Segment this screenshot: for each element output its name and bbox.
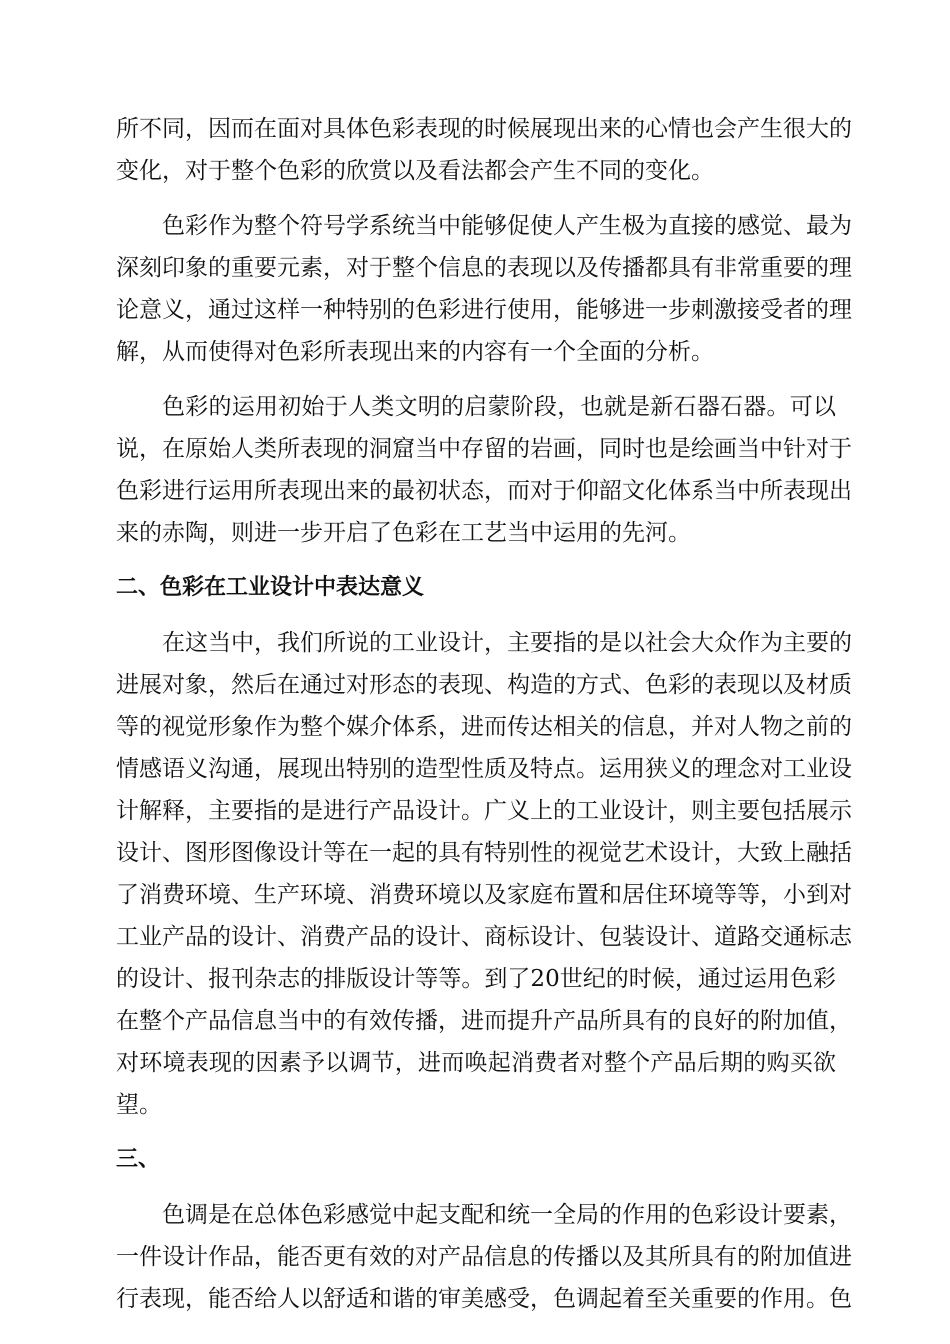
section-heading: 二、色彩在工业设计中表达意义 — [116, 575, 425, 600]
text-line: 的设计、报刊杂志的排版设计等等。到了20世纪的时候，通过运用色彩 — [116, 966, 836, 992]
text-line: 论意义，通过这样一种特别的色彩进行使用，能够进一步刺激接受者的理 — [116, 297, 852, 323]
text-line: 色彩的运用初始于人类文明的启蒙阶段，也就是新石器石器。可以 — [162, 394, 836, 420]
document-body — [116, 108, 852, 1320]
text-line: 色彩进行运用所表现出来的最初状态，而对于仰韶文化体系当中所表现出 — [116, 478, 852, 504]
text-line: 一件设计作品，能否更有效的对产品信息的传播以及其所具有的附加值进 — [116, 1244, 852, 1270]
text-line: 在整个产品信息当中的有效传播，进而提升产品所具有的良好的附加值， — [116, 1008, 852, 1034]
section-heading: 三、 — [116, 1147, 161, 1172]
text-line: 设计、图形图像设计等在一起的具有特别性的视觉艺术设计，大致上融括 — [116, 840, 852, 866]
text-line: 等的视觉形象作为整个媒介体系，进而传达相关的信息，并对人物之前的 — [116, 714, 852, 740]
text-line: 来的赤陶，则进一步开启了色彩在工艺当中运用的先河。 — [116, 520, 691, 546]
text-line: 深刻印象的重要元素，对于整个信息的表现以及传播都具有非常重要的理 — [116, 255, 852, 281]
text-line: 望。 — [116, 1092, 162, 1118]
text-line: 行表现，能否给人以舒适和谐的审美感受，色调起着至关重要的作用。色 — [116, 1286, 852, 1312]
text-line: 对环境表现的因素予以调节，进而唤起消费者对整个产品后期的购买欲 — [116, 1050, 836, 1076]
text-line: 计解释，主要指的是进行产品设计。广义上的工业设计，则主要包括展示 — [116, 798, 852, 824]
text-line: 了消费环境、生产环境、消费环境以及家庭布置和居住环境等等，小到对 — [116, 882, 852, 908]
text-line: 色调是在总体色彩感觉中起支配和统一全局的作用的色彩设计要素， — [162, 1202, 852, 1228]
text-line: 情感语义沟通，展现出特别的造型性质及特点。运用狭义的理念对工业设 — [116, 756, 852, 782]
paragraph — [116, 622, 852, 1126]
paragraph — [116, 1194, 852, 1320]
paragraph — [116, 386, 852, 554]
text-line: 工业产品的设计、消费产品的设计、商标设计、包装设计、道路交通标志 — [116, 924, 852, 950]
text-line: 在这当中，我们所说的工业设计，主要指的是以社会大众作为主要的 — [162, 630, 852, 656]
text-line: 说，在原始人类所表现的洞窟当中存留的岩画，同时也是绘画当中针对于 — [116, 436, 852, 462]
text-line: 色彩作为整个符号学系统当中能够促使人产生极为直接的感觉、最为 — [162, 213, 852, 239]
text-line: 所不同，因而在面对具体色彩表现的时候展现出来的心情也会产生很大的 — [116, 116, 852, 142]
text-line: 解，从而使得对色彩所表现出来的内容有一个全面的分析。 — [116, 339, 714, 365]
text-line: 进展对象，然后在通过对形态的表现、构造的方式、色彩的表现以及材质 — [116, 672, 852, 698]
paragraph — [116, 108, 852, 192]
paragraph — [116, 205, 852, 373]
text-line: 变化，对于整个色彩的欣赏以及看法都会产生不同的变化。 — [116, 158, 714, 184]
